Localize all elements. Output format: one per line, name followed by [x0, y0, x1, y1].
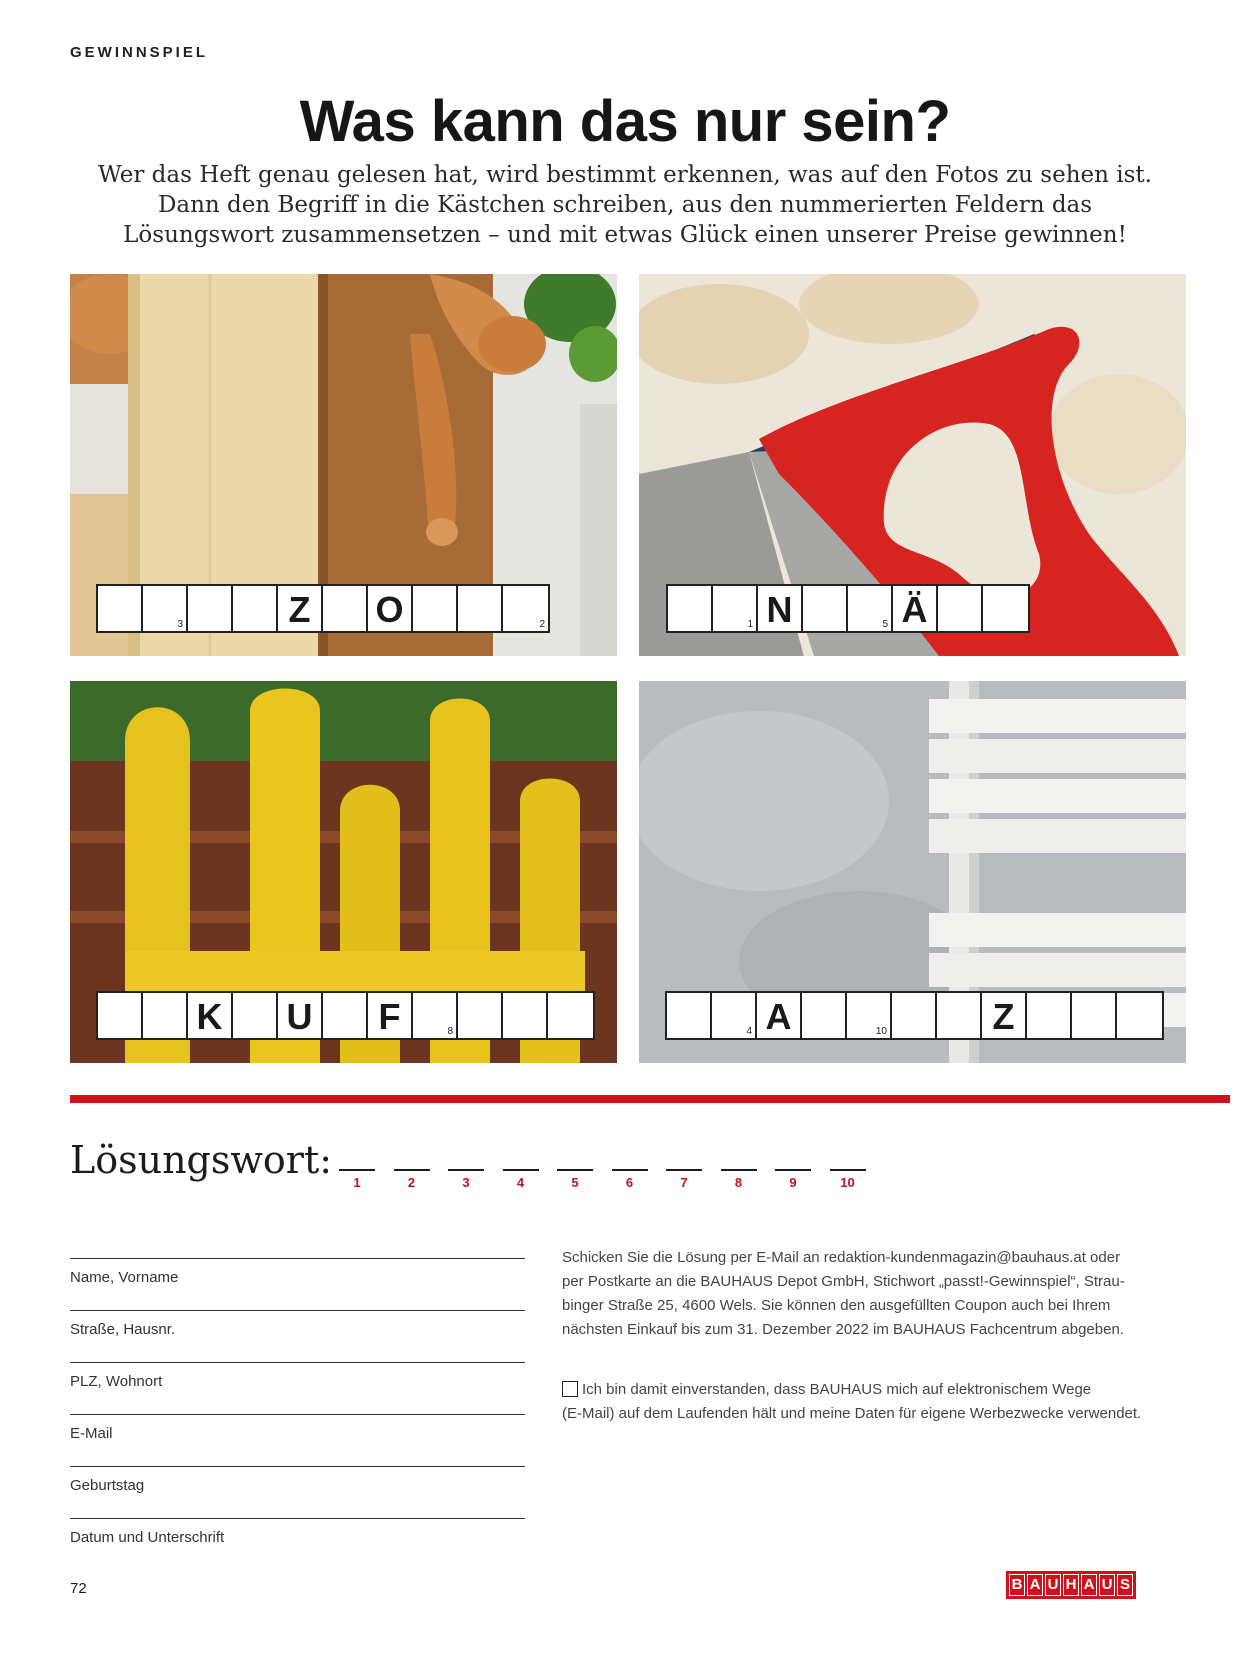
puzzle-cell[interactable]	[1027, 993, 1072, 1038]
cell-letter: N	[766, 589, 793, 630]
puzzle-cell[interactable]	[368, 993, 413, 1038]
solution-slot[interactable]	[612, 1169, 648, 1190]
slot-number: 6	[625, 1175, 634, 1190]
intro-line: Dann den Begriff in die Kästchen schreiben, aus den nummerierten Feldern das	[157, 192, 1093, 218]
consent-checkbox[interactable]	[562, 1381, 578, 1397]
solution-slot[interactable]	[503, 1169, 539, 1190]
cell-number: 5	[882, 619, 888, 630]
bauhaus-logo	[1006, 1571, 1136, 1599]
intro-line: Wer das Heft genau gelesen hat, wird bestimmt erkennen, was auf den Fotos zu sehen ist.	[98, 162, 1152, 188]
handsaw-photo	[639, 274, 1186, 656]
puzzle-cell[interactable]	[668, 586, 713, 631]
puzzle-cell[interactable]	[413, 993, 458, 1038]
logo-letter: A	[1081, 1574, 1097, 1596]
solution-slot[interactable]	[557, 1169, 593, 1190]
zip-city-field-label: PLZ, Wohnort	[70, 1373, 163, 1390]
slot-line	[557, 1169, 593, 1171]
name-field[interactable]	[70, 1258, 525, 1286]
puzzle-cell[interactable]	[233, 586, 278, 631]
puzzle-cell[interactable]	[188, 586, 233, 631]
puzzle-cell[interactable]	[503, 993, 548, 1038]
puzzle-cell[interactable]	[982, 993, 1027, 1038]
puzzle-cell[interactable]	[98, 586, 143, 631]
puzzle-cell[interactable]	[803, 586, 848, 631]
puzzle-cell[interactable]	[983, 586, 1028, 631]
birthday-field-label: Geburtstag	[70, 1477, 145, 1494]
solution-slot[interactable]	[448, 1169, 484, 1190]
cell-letter: F	[378, 996, 401, 1037]
slot-number: 7	[680, 1175, 688, 1190]
cell-letter: O	[375, 589, 404, 630]
name-field-label: Name, Vorname	[70, 1269, 179, 1286]
slot-number: 10	[840, 1175, 855, 1190]
puzzle-cell[interactable]	[368, 586, 413, 631]
puzzle-cell[interactable]	[712, 993, 757, 1038]
info-line: binger Straße 25, 4600 Wels. Sie können den ausgefüllten Coupon auch bei Ihrem	[562, 1297, 1111, 1314]
slot-number: 1	[353, 1175, 361, 1190]
puzzle-grid-3	[96, 991, 595, 1040]
street-field-label: Straße, Hausnr.	[70, 1321, 176, 1338]
page-number: 72	[70, 1580, 87, 1597]
solution-slot[interactable]	[721, 1169, 757, 1190]
consent-line: Ich bin damit einverstanden, dass BAUHAUS mich auf elektronischem Wege	[582, 1381, 1092, 1398]
solution-label: Lösungswort:	[70, 1138, 333, 1182]
slot-line	[503, 1169, 539, 1171]
towel-radiator-photo	[639, 681, 1186, 1063]
slot-line	[394, 1169, 430, 1171]
cell-letter: Z	[288, 589, 311, 630]
puzzle-cell[interactable]	[937, 993, 982, 1038]
section-kicker: GEWINNSPIEL	[70, 44, 209, 61]
puzzle-cell[interactable]	[143, 993, 188, 1038]
consent-block	[562, 1378, 1162, 1426]
cell-letter: Z	[992, 996, 1015, 1037]
puzzle-cell[interactable]	[758, 586, 803, 631]
date-signature-field[interactable]	[70, 1518, 525, 1546]
puzzle-cell[interactable]	[98, 993, 143, 1038]
puzzle-cell[interactable]	[757, 993, 802, 1038]
puzzle-cell[interactable]	[278, 586, 323, 631]
solution-slot[interactable]	[666, 1169, 702, 1190]
cell-letter: K	[196, 996, 223, 1037]
slot-line	[612, 1169, 648, 1171]
slot-line	[666, 1169, 702, 1171]
puzzle-cell[interactable]	[323, 993, 368, 1038]
solution-slot[interactable]	[830, 1169, 866, 1190]
slot-line	[775, 1169, 811, 1171]
puzzle-cell[interactable]	[938, 586, 983, 631]
puzzle-cell[interactable]	[503, 586, 548, 631]
red-divider	[70, 1095, 1230, 1103]
puzzle-cell[interactable]	[893, 586, 938, 631]
logo-letter: U	[1099, 1574, 1115, 1596]
info-line: nächsten Einkauf bis zum 31. Dezember 2022 im BAUHAUS Fachcentrum abgeben.	[562, 1321, 1124, 1338]
solution-slot[interactable]	[339, 1169, 375, 1190]
slot-number: 4	[516, 1175, 525, 1190]
slot-number: 8	[734, 1175, 743, 1190]
puzzle-cell[interactable]	[413, 586, 458, 631]
puzzle-cell[interactable]	[548, 993, 593, 1038]
info-line: Schicken Sie die Lösung per E-Mail an redaktion-kundenmagazin@bauhaus.at oder	[562, 1249, 1121, 1266]
slot-line	[830, 1169, 866, 1171]
cell-number: 1	[747, 619, 753, 630]
submission-info	[562, 1246, 1137, 1342]
puzzle-grid-4	[665, 991, 1164, 1040]
slot-line	[448, 1169, 484, 1171]
puzzle-cell[interactable]	[713, 586, 758, 631]
slot-number: 2	[407, 1175, 416, 1190]
slot-number: 5	[571, 1175, 579, 1190]
email-field-label: E-Mail	[70, 1425, 113, 1442]
puzzle-cell[interactable]	[1117, 993, 1162, 1038]
intro-text	[90, 160, 1160, 250]
info-line: per Postkarte an die BAUHAUS Depot GmbH, Stichwort „passt!-Gewinnspiel“, Strau-	[562, 1273, 1125, 1290]
puzzle-cell[interactable]	[458, 993, 503, 1038]
puzzle-cell[interactable]	[1072, 993, 1117, 1038]
puzzle-cell[interactable]	[848, 586, 893, 631]
slot-line	[339, 1169, 375, 1171]
solution-slot[interactable]	[394, 1169, 430, 1190]
cell-letter: A	[765, 996, 792, 1037]
cell-number: 8	[447, 1026, 453, 1037]
consent-line: (E-Mail) auf dem Laufenden hält und meine Daten für eigene Werbezwecke verwendet.	[562, 1405, 1142, 1422]
logo-letter: B	[1009, 1574, 1025, 1596]
birthday-field[interactable]	[70, 1466, 525, 1494]
logo-letter: S	[1117, 1574, 1133, 1596]
slot-line	[721, 1169, 757, 1171]
cell-letter: U	[286, 996, 313, 1037]
puzzle-cell[interactable]	[458, 586, 503, 631]
solution-slot[interactable]	[775, 1169, 811, 1190]
puzzle-grid-1	[96, 584, 550, 633]
puzzle-cell[interactable]	[233, 993, 278, 1038]
cell-number: 4	[746, 1026, 752, 1037]
cat-scratching-post-photo	[70, 274, 617, 656]
puzzle-grid-2	[666, 584, 1030, 633]
cell-number: 10	[875, 1026, 887, 1037]
puzzle-cell[interactable]	[847, 993, 892, 1038]
cell-letter: Ä	[901, 589, 928, 630]
puzzle-cell[interactable]	[143, 586, 188, 631]
puzzle-cell[interactable]	[278, 993, 323, 1038]
cell-number: 2	[539, 619, 545, 630]
puzzle-cell[interactable]	[802, 993, 847, 1038]
puzzle-cell[interactable]	[323, 586, 368, 631]
slot-number: 9	[789, 1175, 797, 1190]
puzzle-cell[interactable]	[188, 993, 233, 1038]
street-field[interactable]	[70, 1310, 525, 1338]
puzzle-cell[interactable]	[667, 993, 712, 1038]
date-signature-field-label: Datum und Unterschrift	[70, 1529, 225, 1546]
yellow-wooden-fence-photo	[70, 681, 617, 1063]
page-title: Was kann das nur sein?	[299, 89, 951, 154]
cell-number: 3	[177, 619, 183, 630]
email-field[interactable]	[70, 1414, 525, 1442]
intro-line: Lösungswort zusammensetzen – und mit etwas Glück einen unserer Preise gewinnen!	[123, 222, 1127, 248]
puzzle-cell[interactable]	[892, 993, 937, 1038]
logo-letter: H	[1063, 1574, 1079, 1596]
zip-city-field[interactable]	[70, 1362, 525, 1390]
slot-number: 3	[462, 1175, 470, 1190]
logo-letter: A	[1027, 1574, 1043, 1596]
logo-letter: U	[1045, 1574, 1061, 1596]
